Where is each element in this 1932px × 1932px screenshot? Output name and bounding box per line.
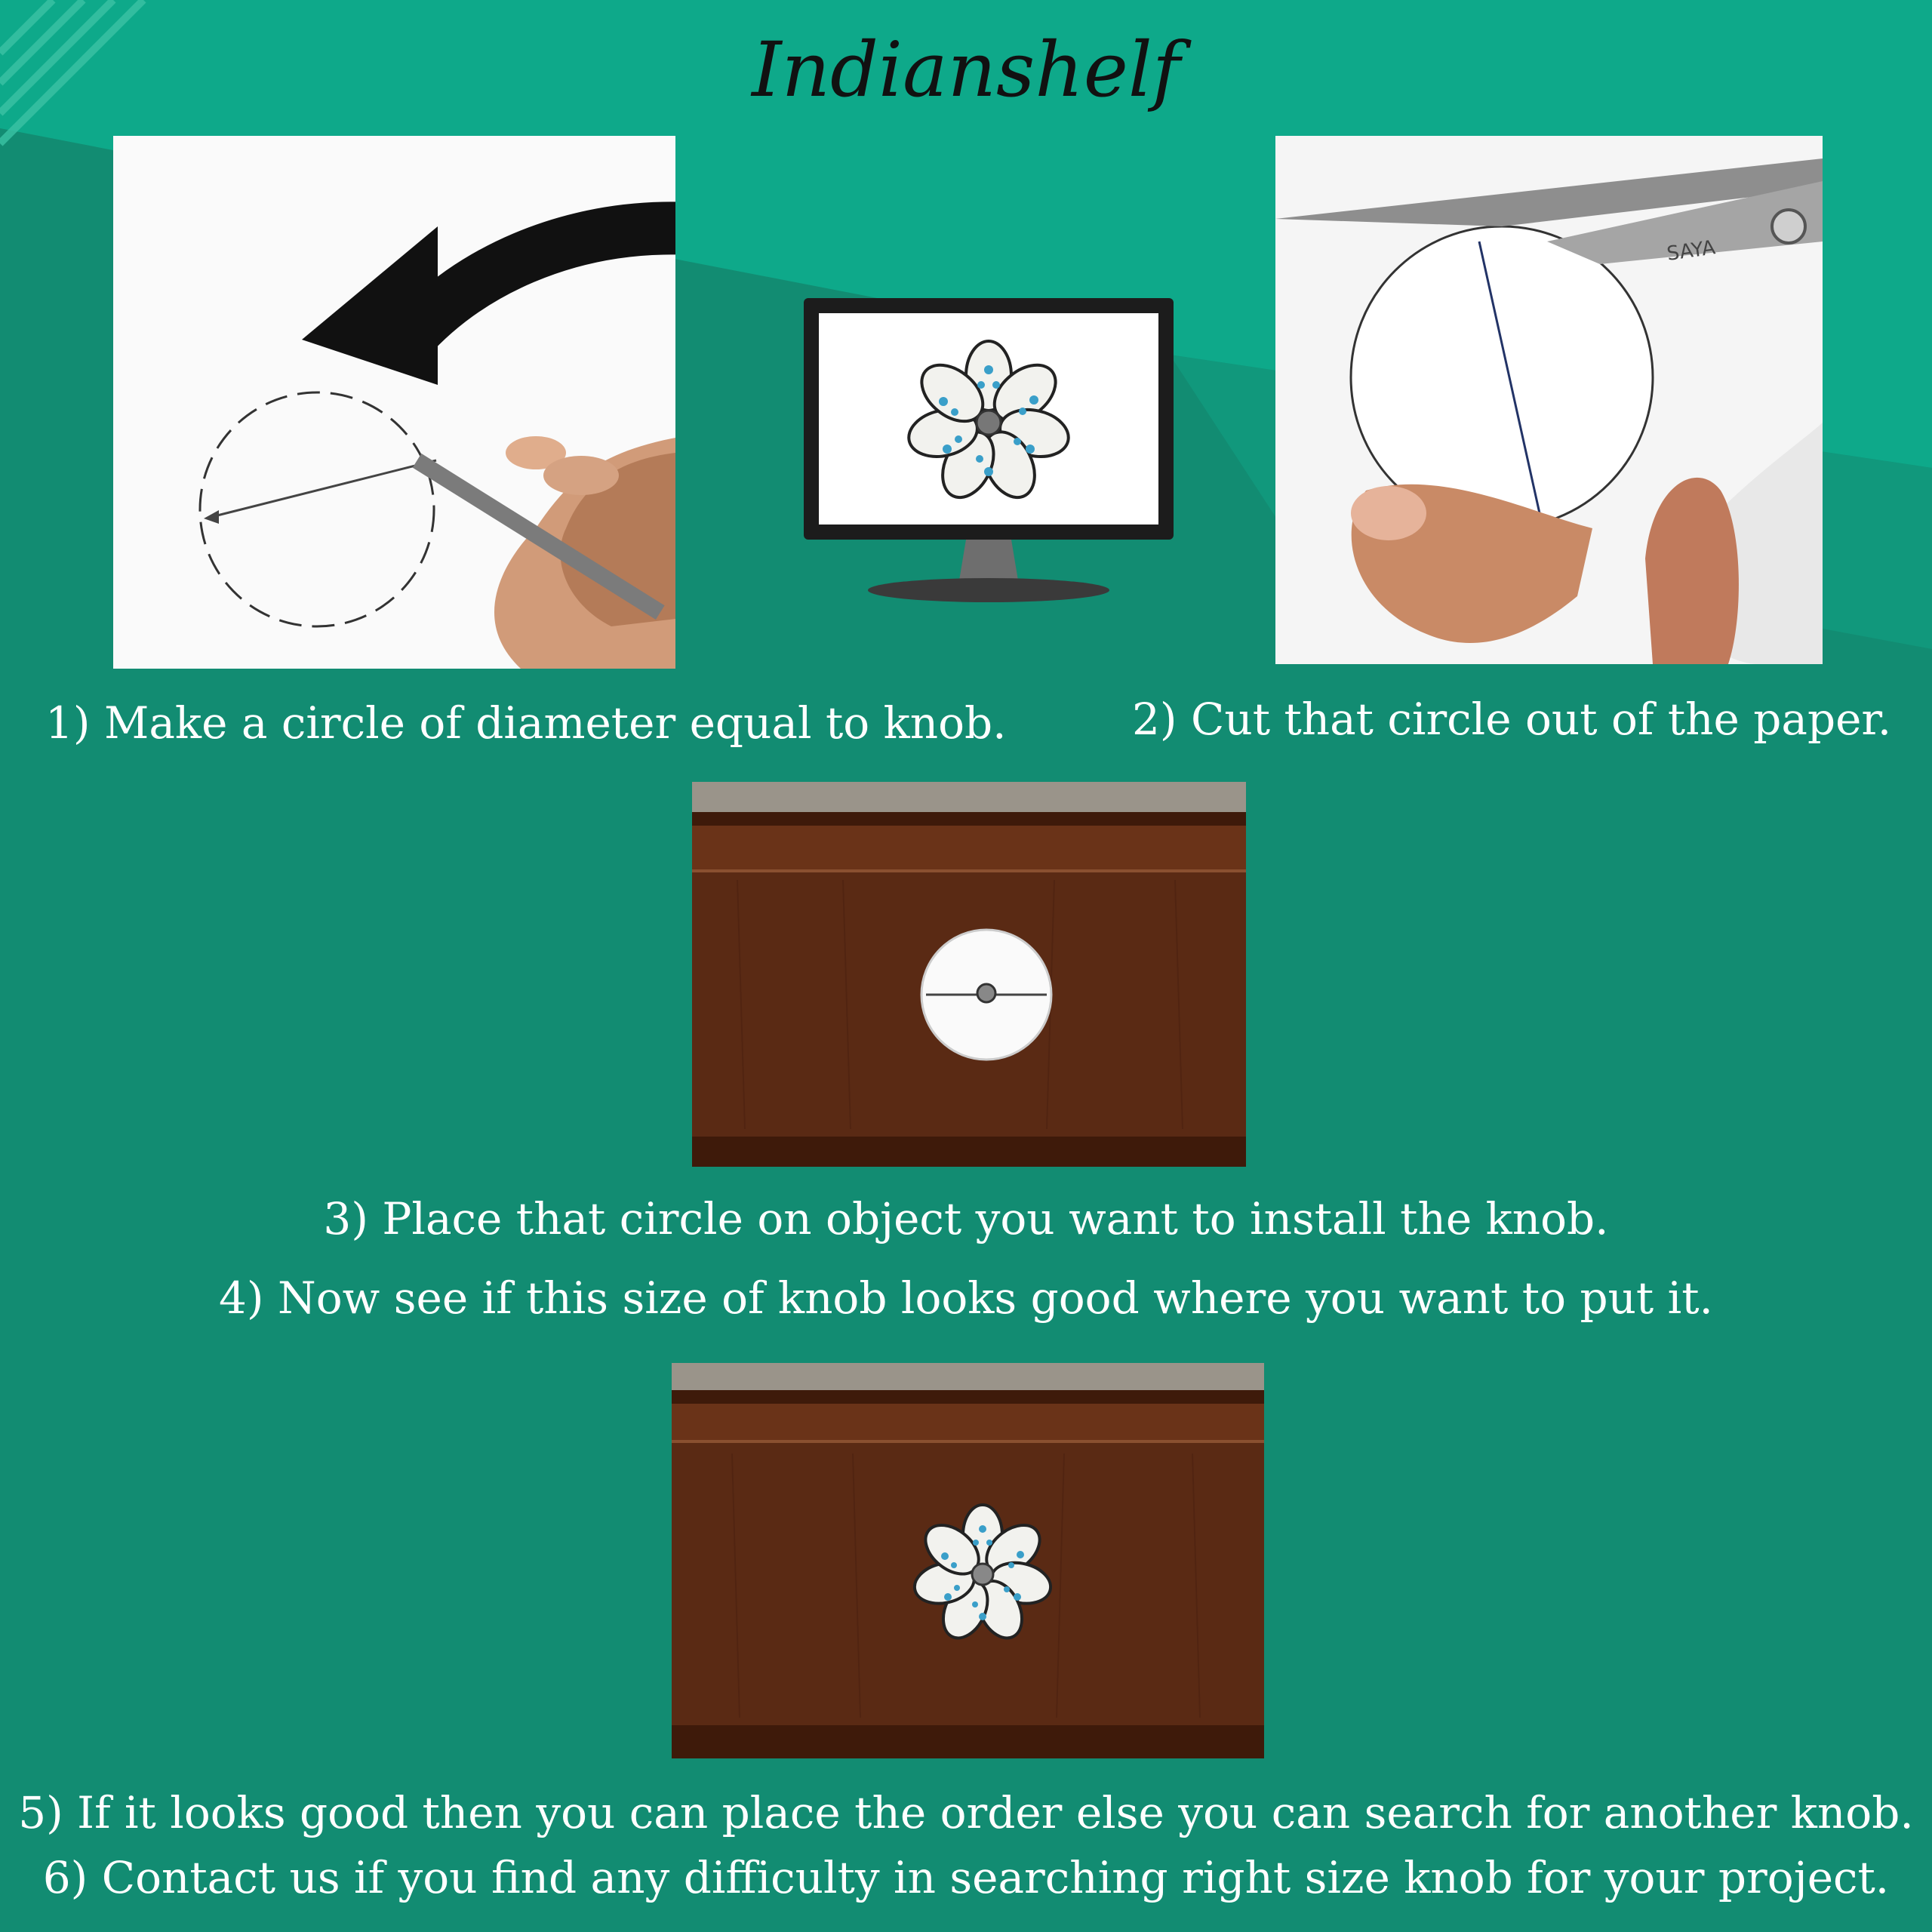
step-1-text: 1) Make a circle of diameter equal to knob.: [45, 697, 1007, 749]
photo-knob-installed-on-drawer: [672, 1363, 1264, 1758]
step-2-text: 2) Cut that circle out of the paper.: [1132, 694, 1892, 745]
step-5-text: 5) If it looks good then you can place the order else you can search for another knob.: [18, 1787, 1914, 1838]
step-6-text: 6) Contact us if you find any difficulty in searching right size knob for your project.: [42, 1852, 1890, 1903]
paper-circle-icon: [921, 930, 1051, 1060]
monitor-showing-ceramic-knob: [800, 294, 1177, 611]
step-4-text: 4) Now see if this size of knob looks good where you want to put it.: [219, 1272, 1713, 1324]
photo-cutting-circle-with-scissors: [1275, 136, 1823, 664]
brand-logo: Indianshelf: [752, 26, 1180, 114]
photo-paper-circle-on-drawer: [692, 782, 1246, 1167]
photo-drawing-circle-on-paper: [113, 136, 675, 669]
step-3-text: 3) Place that circle on object you want to install the knob.: [323, 1193, 1609, 1244]
scissors-brand-label: SAYA: [1665, 236, 1717, 266]
